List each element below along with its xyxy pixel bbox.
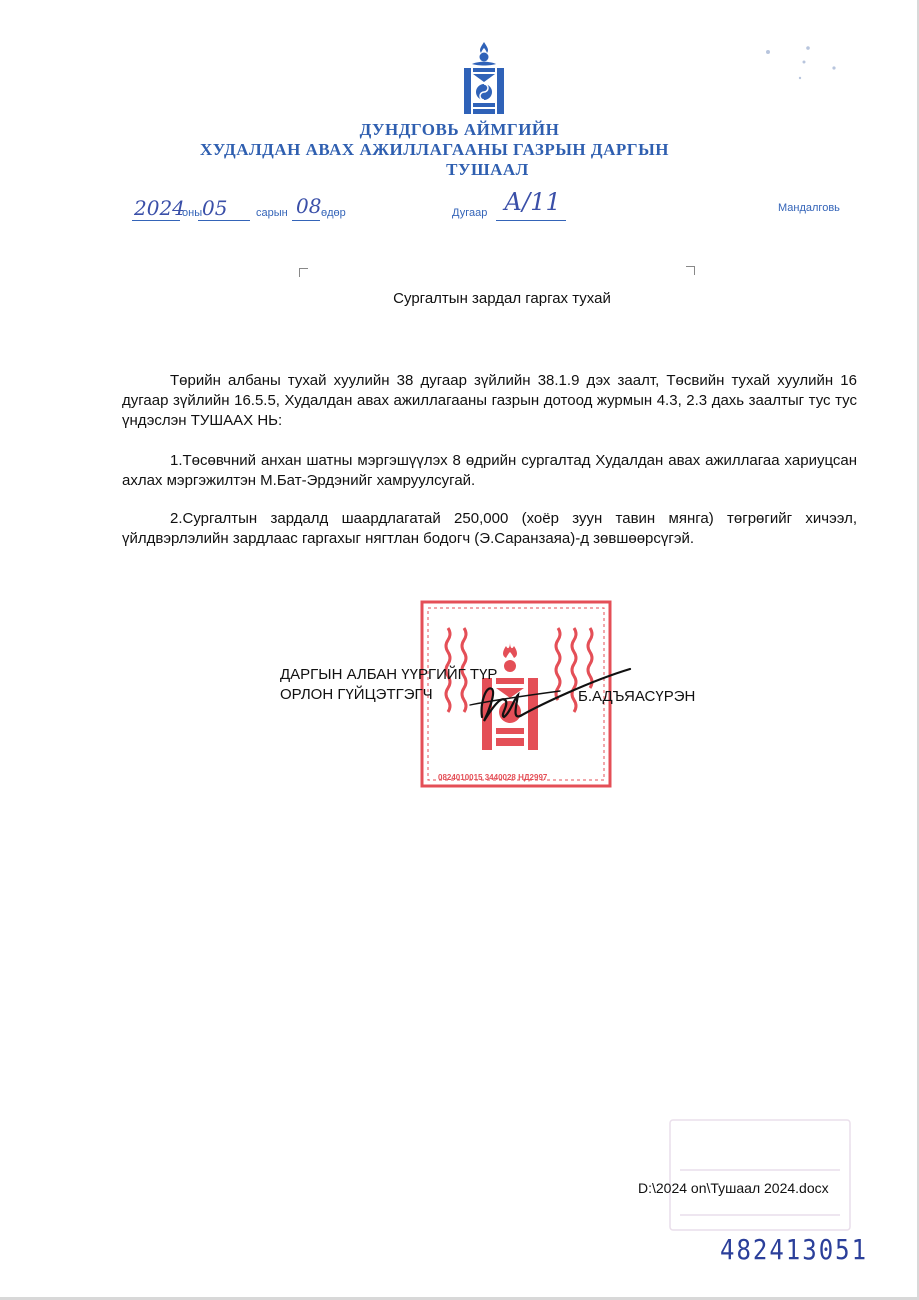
org-name-line2: ХУДАЛДАН АВАХ АЖИЛЛАГААНЫ ГАЗРЫН ДАРГЫН xyxy=(199,140,669,159)
order-number-handwritten: А/11 xyxy=(504,188,561,216)
document-subject: Сургалтын зардал гаргах тухай xyxy=(393,290,611,307)
day-handwritten: 08 xyxy=(296,194,322,218)
preamble-paragraph: Төрийн албаны тухай хуулийн 38 дугаар зүйлийн 38.1.9 дэх заалт, Төсвийн тухай хуулийн 16 дугаар зүйлийн 16.5.5, Худалдан авах ажиллагааны газрын дотоод журмын 4.3, 2.3 дахь заалтыг тус тус үндэслэн ТУШААХ НЬ: xyxy=(122,372,857,429)
org-name-line1: ДУНДГОВЬ АЙМГИЙН xyxy=(359,120,560,139)
signer-name: Б.АДЪЯАСҮРЭН xyxy=(578,688,696,705)
month-underline xyxy=(198,220,250,221)
month-suffix: сарын xyxy=(256,207,288,219)
year-underline xyxy=(132,220,180,221)
date-line xyxy=(132,188,852,226)
subject-corner-left xyxy=(299,268,308,277)
scan-artifact-marks xyxy=(760,40,850,90)
stamp-numbers: 0824010015 3440028 НД2997 xyxy=(438,773,548,782)
day-underline xyxy=(292,220,320,221)
day-suffix: өдөр xyxy=(321,207,346,219)
registration-number-stamp: 482413051 xyxy=(720,1233,869,1267)
handwritten-signature xyxy=(440,655,640,735)
month-handwritten: 05 xyxy=(202,196,228,220)
number-label: Дугаар xyxy=(452,207,488,219)
order-item-1: 1.Төсөвчний анхан шатны мэргэшүүлэх 8 өдрийн сургалтад Худалдан авах ажиллагаа хариуцсан ахлах мэргэжилтэн М.Бат-Эрдэнийг хамруулсугай. xyxy=(122,452,857,489)
faint-registration-stamp xyxy=(660,1110,860,1240)
signer-title-line2: ОРЛОН ГҮЙЦЭТГЭГЧ xyxy=(280,686,433,703)
file-path: D:\2024 оn\Тушаал 2024.docx xyxy=(638,1180,829,1196)
subject-corner-right xyxy=(686,266,695,275)
year-suffix: оны xyxy=(182,207,203,219)
place-name: Мандалговь xyxy=(778,202,840,214)
signer-title-line1: ДАРГЫН АЛБАН ҮҮРГИЙГ ТҮР xyxy=(280,666,498,683)
year-handwritten: 2024 xyxy=(134,196,185,220)
soyombo-emblem-icon xyxy=(456,40,512,120)
number-underline xyxy=(496,220,566,221)
document-type-title: ТУШААЛ xyxy=(446,160,529,179)
order-item-2: 2.Сургалтын зардалд шаардлагатай 250,000 (хоёр зуун тавин мянга) төгрөгийг хичээл, үйлдвэрлэлийн зардлаас гаргахыг нягтлан бодогч (Э.Саранзаяа)-д зөвшөөрсүгэй. xyxy=(122,510,857,547)
